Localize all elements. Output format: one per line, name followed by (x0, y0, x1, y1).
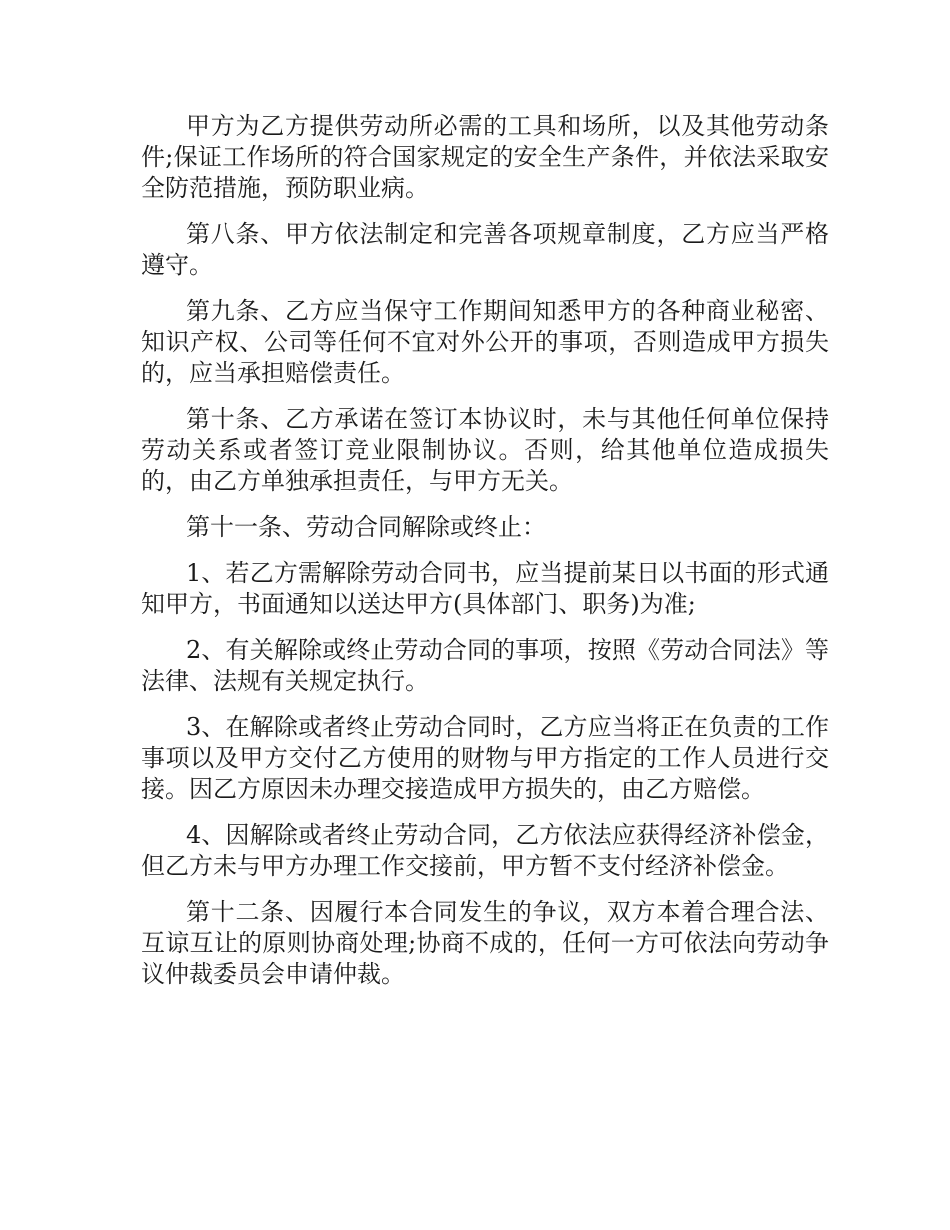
paragraph-article-8: 第八条、甲方依法制定和完善各项规章制度，乙方应当严格遵守。 (141, 220, 829, 279)
paragraph-article-12: 第十二条、因履行本合同发生的争议，双方本着合理合法、互谅互让的原则协商处理;协商不成的，任何一方可依法向劳动争议仲裁委员会申请仲裁。 (141, 898, 829, 988)
document-body (141, 111, 829, 1005)
paragraph-work-conditions: 甲方为乙方提供劳动所必需的工具和场所，以及其他劳动条件;保证工作场所的符合国家规定的安全生产条件，并依法采取安全防范措施，预防职业病。 (141, 112, 829, 202)
paragraph-article-11-item-1: 1、若乙方需解除劳动合同书，应当提前某日以书面的形式通知甲方，书面通知以送达甲方(具体部门、职务)为准; (141, 559, 829, 618)
paragraph-article-11-heading: 第十一条、劳动合同解除或终止： (186, 513, 546, 541)
paragraph-article-10: 第十条、乙方承诺在签订本协议时，未与其他任何单位保持劳动关系或者签订竞业限制协议。否则，给其他单位造成损失的，由乙方单独承担责任，与甲方无关。 (141, 405, 829, 495)
paragraph-article-11-item-4: 4、因解除或者终止劳动合同，乙方依法应获得经济补偿金，但乙方未与甲方办理工作交接前，甲方暂不支付经济补偿金。 (141, 821, 829, 880)
paragraph-article-9: 第九条、乙方应当保守工作期间知悉甲方的各种商业秘密、知识产权、公司等任何不宜对外公开的事项，否则造成甲方损失的，应当承担赔偿责任。 (141, 297, 829, 387)
paragraph-article-11-item-2: 2、有关解除或终止劳动合同的事项，按照《劳动合同法》等法律、法规有关规定执行。 (141, 636, 829, 695)
paragraph-article-11-item-3: 3、在解除或者终止劳动合同时，乙方应当将正在负责的工作事项以及甲方交付乙方使用的财物与甲方指定的工作人员进行交接。因乙方原因未办理交接造成甲方损失的，由乙方赔偿。 (141, 713, 829, 803)
